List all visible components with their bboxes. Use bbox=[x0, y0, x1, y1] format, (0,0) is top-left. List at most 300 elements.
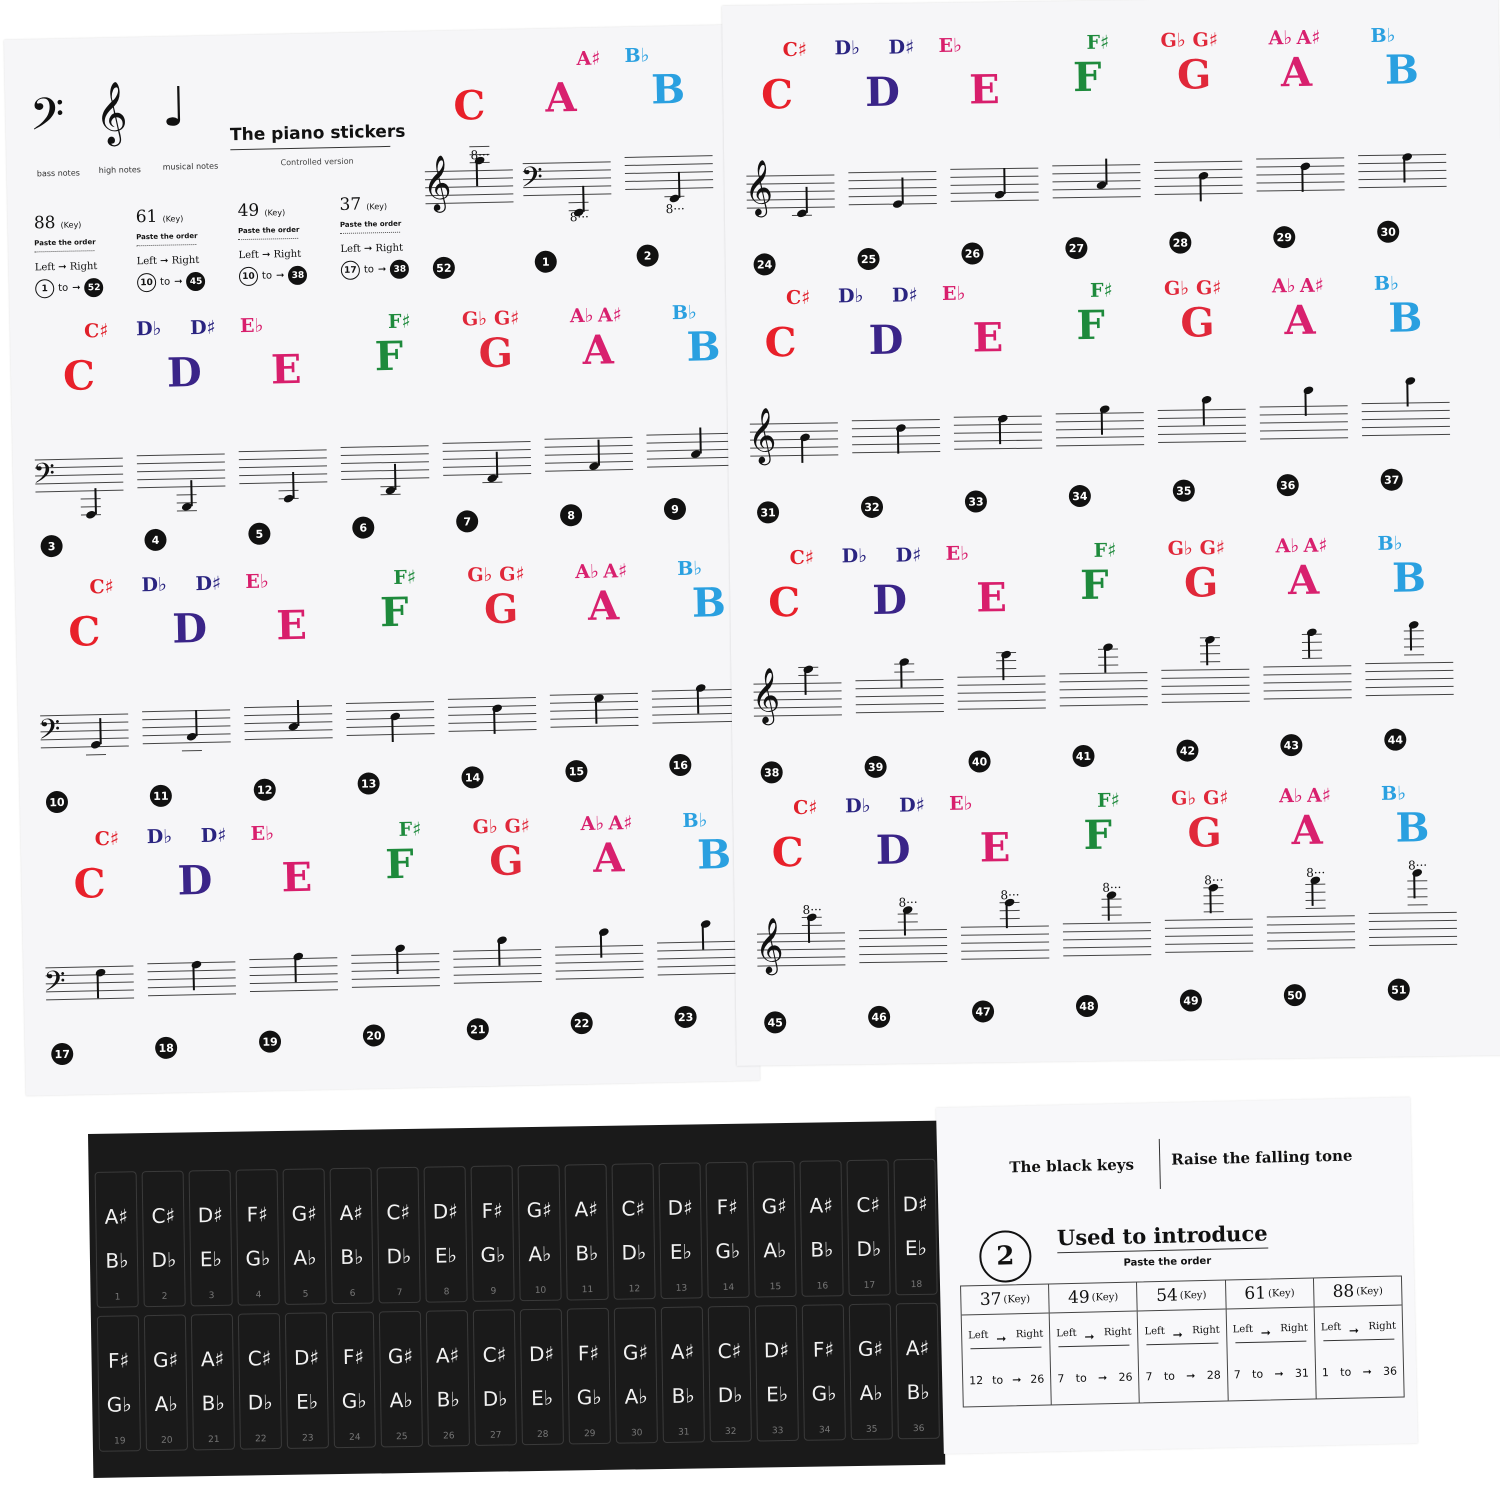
note-letter-b: B bbox=[686, 323, 721, 371]
start-key-badge: 1 bbox=[35, 279, 54, 298]
ledger-line bbox=[1000, 910, 1020, 911]
flat-label: A♭ bbox=[859, 1380, 883, 1405]
black-key-sticker bbox=[332, 1312, 376, 1449]
key-number-badge: 3 bbox=[40, 535, 62, 557]
black-key-sticker bbox=[800, 1160, 844, 1297]
staff-line bbox=[950, 176, 1038, 178]
music-staff bbox=[747, 407, 838, 464]
key-number-badge: 16 bbox=[669, 754, 691, 776]
accidental-label: D♯ bbox=[891, 284, 918, 307]
key-number-badge: 32 bbox=[861, 496, 883, 518]
sharp-label: A♯ bbox=[809, 1193, 834, 1218]
key-number-badge: 25 bbox=[857, 248, 879, 270]
staff-line bbox=[658, 965, 746, 968]
music-staff bbox=[957, 676, 1045, 711]
black-key-sticker bbox=[189, 1170, 233, 1307]
legend-panel bbox=[21, 65, 436, 338]
range-row bbox=[137, 272, 219, 293]
column-header bbox=[1137, 1280, 1225, 1311]
key-count bbox=[237, 199, 319, 221]
underline bbox=[1059, 1345, 1130, 1348]
staff-line bbox=[1060, 696, 1148, 698]
note-letter-b: B bbox=[691, 579, 727, 627]
ledger-line bbox=[1200, 661, 1220, 662]
flat-label: E♭ bbox=[904, 1235, 928, 1261]
music-staff bbox=[848, 171, 936, 206]
sticker-number: 4 bbox=[255, 1290, 262, 1301]
staff-line bbox=[1362, 434, 1450, 436]
staff-line bbox=[852, 451, 940, 453]
accidental-label: D♯ bbox=[899, 794, 926, 817]
key-range-column bbox=[1137, 1280, 1228, 1402]
black-key-sticker bbox=[893, 1159, 937, 1296]
ledger-line bbox=[1302, 658, 1322, 659]
end-key: 26 bbox=[1118, 1370, 1133, 1384]
ledger-line bbox=[81, 498, 101, 499]
note-letter-g: G bbox=[478, 329, 514, 378]
note-letter-g: G bbox=[1176, 51, 1212, 99]
black-key-sticker bbox=[330, 1168, 374, 1305]
accidental-label: B♭ bbox=[1373, 272, 1400, 295]
flat-label: D♭ bbox=[247, 1390, 273, 1415]
underline bbox=[1235, 1341, 1306, 1344]
accidental-label: G♭ bbox=[1167, 537, 1193, 560]
note-letter-e: E bbox=[979, 824, 1011, 872]
right-arrow-icon: ➞ bbox=[377, 264, 387, 276]
ledger-line bbox=[1204, 911, 1224, 912]
range-row bbox=[1322, 1365, 1397, 1380]
key-number-badge: 40 bbox=[968, 750, 990, 772]
note-letter-e: E bbox=[275, 601, 308, 650]
left-label: Left bbox=[968, 1329, 989, 1342]
octave-mark: 8··· bbox=[569, 209, 590, 225]
ledger-line bbox=[1404, 630, 1424, 631]
sharp-label: D♯ bbox=[902, 1191, 928, 1217]
key-count: 49 bbox=[1067, 1287, 1090, 1309]
ledger-line bbox=[86, 754, 106, 755]
note-letter-e: E bbox=[281, 853, 313, 902]
sticker-number: 12 bbox=[628, 1284, 641, 1295]
to-label: to bbox=[58, 282, 69, 294]
start-key-badge: 17 bbox=[341, 261, 360, 280]
staff-line bbox=[341, 445, 429, 448]
staff-line bbox=[1358, 170, 1446, 172]
sharp-label: A♯ bbox=[339, 1200, 364, 1226]
accidental-label: D♭ bbox=[141, 573, 168, 597]
octave-mark: 8··· bbox=[802, 902, 822, 917]
staff-line bbox=[1162, 693, 1250, 695]
note-stem bbox=[496, 452, 498, 478]
bass-clef-icon: 𝄢 bbox=[32, 457, 56, 498]
range-row bbox=[239, 265, 321, 286]
staff-line bbox=[137, 477, 225, 480]
black-key-sticker bbox=[424, 1166, 468, 1303]
end-key: 28 bbox=[1206, 1368, 1221, 1382]
music-staff bbox=[1063, 880, 1151, 957]
black-key-sticker bbox=[426, 1310, 470, 1447]
right-arrow-icon: ➞ bbox=[1348, 1323, 1360, 1338]
music-staff bbox=[1358, 154, 1446, 189]
staff-line bbox=[958, 700, 1046, 702]
black-key-sticker bbox=[614, 1307, 658, 1444]
left-label: Left bbox=[340, 243, 361, 255]
note-letter-g: G bbox=[1187, 809, 1223, 857]
key-count: 61 bbox=[1244, 1283, 1267, 1305]
bass-clef-icon: 𝄢 bbox=[43, 964, 67, 1006]
staff-line bbox=[137, 469, 225, 472]
ledger-line bbox=[1102, 915, 1122, 916]
key-count bbox=[136, 206, 218, 228]
music-staff bbox=[1161, 669, 1249, 704]
clef-caption: high notes bbox=[98, 165, 142, 176]
staff-line bbox=[1369, 944, 1457, 946]
paste-order-label: Paste the order bbox=[1123, 1255, 1212, 1269]
staff-line bbox=[341, 461, 429, 464]
staff-line bbox=[1063, 954, 1151, 956]
accidental-label: A♯ bbox=[1306, 784, 1332, 807]
key-number-badge: 47 bbox=[972, 1000, 994, 1022]
music-staff bbox=[1059, 672, 1147, 707]
staff-line bbox=[1267, 915, 1355, 917]
flat-label: B♭ bbox=[436, 1387, 460, 1412]
staff-line bbox=[551, 725, 639, 728]
key-count-number: 37 bbox=[339, 194, 362, 216]
staff-line bbox=[658, 973, 746, 976]
ledger-line bbox=[569, 202, 589, 203]
range-row bbox=[341, 259, 423, 280]
sticker-number: 6 bbox=[349, 1288, 356, 1299]
key-number-badge: 39 bbox=[864, 756, 886, 778]
range-row bbox=[1145, 1369, 1220, 1384]
start-key-badge: 10 bbox=[239, 267, 258, 286]
sticker-number: 25 bbox=[395, 1432, 408, 1443]
key-number-badge: 13 bbox=[357, 772, 379, 794]
end-key: 36 bbox=[1382, 1364, 1398, 1378]
to-label: to bbox=[261, 270, 273, 282]
note-letter-c: C bbox=[67, 608, 101, 656]
bass-clef-icon: 𝄢 bbox=[520, 160, 544, 202]
note-stem bbox=[394, 464, 396, 490]
sticker-number: 3 bbox=[208, 1291, 215, 1302]
key-unit: (Key) bbox=[1179, 1289, 1207, 1302]
music-staff bbox=[448, 697, 537, 733]
key-number-badge: 15 bbox=[565, 760, 587, 782]
accidental-label: E♭ bbox=[250, 822, 275, 846]
key-number-badge: 14 bbox=[461, 766, 483, 788]
accidental-label: G♯ bbox=[1202, 787, 1229, 810]
key-option-column bbox=[136, 206, 220, 328]
sharp-label: F♯ bbox=[716, 1194, 739, 1220]
staff-line bbox=[1154, 169, 1242, 171]
ledger-line bbox=[1306, 908, 1326, 909]
staff-line bbox=[1063, 930, 1151, 932]
flat-label: G♭ bbox=[576, 1384, 602, 1410]
to-label: to bbox=[363, 264, 375, 276]
ledger-line bbox=[1200, 653, 1220, 654]
sharp-label: G♯ bbox=[761, 1194, 787, 1219]
key-count-number: 88 bbox=[33, 212, 56, 234]
music-staff bbox=[950, 168, 1038, 203]
black-key-sticker bbox=[708, 1306, 752, 1443]
sticker-number: 14 bbox=[722, 1282, 735, 1294]
accidental-label: D♯ bbox=[189, 316, 216, 340]
staff-line bbox=[352, 977, 440, 980]
staff-line bbox=[1165, 943, 1253, 945]
music-staff bbox=[239, 449, 328, 485]
key-number-badge: 4 bbox=[144, 529, 166, 551]
accidental-label: G♭ bbox=[1160, 29, 1186, 52]
black-key-sticker bbox=[379, 1311, 423, 1448]
flat-label: A♭ bbox=[624, 1384, 648, 1409]
accidental-label: F♯ bbox=[387, 310, 411, 334]
key-number-badge: 31 bbox=[757, 501, 779, 523]
accidental-label: G♭ bbox=[1163, 277, 1190, 300]
range-row bbox=[35, 278, 117, 299]
sticker-number: 8 bbox=[443, 1287, 450, 1298]
staff-line bbox=[142, 725, 230, 728]
sticker-number: 33 bbox=[771, 1426, 784, 1437]
sharp-label: G♯ bbox=[857, 1336, 884, 1361]
sharp-label: C♯ bbox=[482, 1342, 507, 1367]
sticker-number: 31 bbox=[677, 1427, 690, 1438]
staff-line bbox=[1260, 421, 1348, 423]
staff-line bbox=[443, 465, 531, 468]
staff-line bbox=[239, 473, 327, 476]
ledger-line bbox=[894, 671, 914, 672]
flat-label: D♭ bbox=[856, 1236, 882, 1261]
accidental-label: A♭ bbox=[575, 560, 600, 584]
music-staff bbox=[249, 957, 338, 993]
note-letter-d: D bbox=[871, 576, 908, 624]
music-staff bbox=[1263, 665, 1351, 700]
accidental-label: G♯ bbox=[1199, 537, 1226, 560]
music-staff bbox=[855, 679, 943, 714]
staff-line bbox=[1267, 923, 1355, 925]
note-letter-a: A bbox=[1280, 48, 1313, 97]
black-key-sticker bbox=[755, 1305, 799, 1442]
sharp-label: D♯ bbox=[667, 1195, 693, 1220]
sheet-subtitle: Controlled version bbox=[280, 156, 354, 168]
music-staff bbox=[744, 159, 834, 216]
note-letter-f: F bbox=[374, 332, 404, 381]
key-number-badge: 1 bbox=[535, 250, 557, 272]
key-number-badge: 12 bbox=[254, 778, 276, 800]
staff-line bbox=[859, 929, 947, 931]
staff-line bbox=[245, 737, 333, 740]
key-number-badge: 29 bbox=[1273, 226, 1295, 248]
accidental-label: B♭ bbox=[676, 557, 703, 581]
flat-label: E♭ bbox=[434, 1243, 458, 1268]
flat-label: D♭ bbox=[386, 1243, 412, 1269]
octave-mark: 8··· bbox=[470, 147, 490, 163]
right-arrow-icon: ➞ bbox=[1186, 1369, 1196, 1383]
end-key: 26 bbox=[1030, 1372, 1045, 1386]
music-staff bbox=[1362, 402, 1450, 437]
staff-line bbox=[646, 433, 734, 436]
accidental-label: B♭ bbox=[682, 809, 708, 832]
right-label: Right bbox=[1368, 1320, 1397, 1333]
accidental-label: A♭ bbox=[1275, 534, 1300, 558]
staff-line bbox=[852, 419, 940, 421]
staff-line bbox=[1052, 180, 1140, 182]
staff-line bbox=[647, 457, 735, 460]
accidental-label: E♭ bbox=[239, 314, 264, 338]
staff-line bbox=[1369, 936, 1457, 938]
staff-line bbox=[137, 461, 225, 464]
black-key-sticker bbox=[95, 1171, 139, 1308]
left-label: Left bbox=[238, 249, 259, 262]
staff-line bbox=[1161, 677, 1249, 679]
flat-label: B♭ bbox=[105, 1248, 129, 1273]
direction-row bbox=[35, 261, 117, 274]
sheet-title: The piano stickers bbox=[229, 121, 406, 146]
note-letter-c: C bbox=[771, 828, 804, 877]
note-stem bbox=[1105, 159, 1107, 185]
sharp-label: A♯ bbox=[200, 1346, 225, 1372]
sticker-number: 35 bbox=[865, 1424, 878, 1435]
accidental-label: E♭ bbox=[949, 792, 973, 815]
black-key-sticker bbox=[849, 1303, 893, 1440]
staff-line bbox=[1053, 196, 1141, 198]
start-key: 12 bbox=[969, 1374, 984, 1388]
note-letter-a: A bbox=[587, 582, 620, 630]
clef-caption: musical notes bbox=[162, 161, 219, 172]
octave-mark: 8··· bbox=[1102, 880, 1122, 895]
staff-line bbox=[1161, 669, 1249, 671]
key-range-column bbox=[1049, 1282, 1140, 1404]
black-key-sticker bbox=[142, 1171, 186, 1308]
note-stem bbox=[901, 177, 903, 203]
accidental-label: D♯ bbox=[888, 36, 915, 59]
accidental-label: D♭ bbox=[834, 37, 861, 60]
note-letter-a: A bbox=[1284, 296, 1316, 345]
staff-line bbox=[859, 945, 947, 947]
note-letter-f: F bbox=[1072, 53, 1102, 102]
right-arrow-icon: ➞ bbox=[1097, 1371, 1108, 1385]
staff-line bbox=[1264, 697, 1352, 699]
right-arrow-icon: ➞ bbox=[1362, 1365, 1372, 1379]
flat-label: A♭ bbox=[528, 1241, 552, 1267]
staff-line bbox=[1165, 927, 1253, 929]
bass-clef-icon: 𝄢 bbox=[29, 87, 66, 152]
to-label: to bbox=[159, 276, 171, 288]
music-staff bbox=[43, 964, 134, 1006]
flat-label: A♭ bbox=[763, 1238, 787, 1263]
staff-line bbox=[856, 703, 944, 705]
note-letter-d: D bbox=[864, 68, 901, 117]
black-key-sticker bbox=[97, 1315, 141, 1452]
to-label: to bbox=[1075, 1371, 1087, 1385]
ledger-line bbox=[1408, 896, 1428, 897]
accidental-label: A♯ bbox=[608, 812, 633, 835]
accidental-label: D♯ bbox=[195, 572, 222, 596]
key-number-badge: 33 bbox=[965, 490, 987, 512]
ledger-line bbox=[1404, 654, 1424, 655]
flat-label: B♭ bbox=[201, 1390, 226, 1416]
flat-label: G♭ bbox=[245, 1246, 271, 1271]
note-letter-f: F bbox=[379, 588, 409, 637]
right-arrow-icon: ➞ bbox=[1274, 1367, 1284, 1381]
key-number-badge: 46 bbox=[868, 1006, 890, 1028]
staff-line bbox=[625, 155, 713, 158]
range-row bbox=[969, 1373, 1044, 1388]
right-label: Right bbox=[1103, 1326, 1132, 1339]
staff-line bbox=[239, 481, 327, 484]
flat-label: B♭ bbox=[575, 1240, 599, 1266]
note-stem bbox=[1003, 168, 1005, 194]
right-label: Right bbox=[273, 248, 302, 261]
right-arrow-icon: ➞ bbox=[360, 243, 376, 255]
staff-line bbox=[1365, 662, 1453, 664]
key-number-badge: 19 bbox=[259, 1030, 281, 1052]
staff-line bbox=[142, 709, 230, 712]
paste-order-label: Paste the order bbox=[237, 225, 300, 236]
staff-line bbox=[961, 958, 1049, 960]
music-staff bbox=[555, 945, 644, 981]
key-number-badge: 2 bbox=[636, 244, 658, 266]
key-count-number: 61 bbox=[135, 206, 158, 228]
key-number-badge: 26 bbox=[961, 242, 983, 264]
sharp-label: F♯ bbox=[342, 1344, 365, 1370]
accidental-label: C♯ bbox=[789, 546, 815, 570]
flat-label: D♭ bbox=[482, 1386, 508, 1411]
accidental-label: E♭ bbox=[938, 34, 963, 57]
sharp-label: D♯ bbox=[432, 1199, 458, 1224]
staff-line bbox=[951, 184, 1039, 186]
staff-line bbox=[647, 441, 735, 444]
staff-line bbox=[958, 708, 1046, 710]
music-staff bbox=[142, 709, 231, 745]
flat-label: D♭ bbox=[151, 1247, 177, 1273]
note-letter-b: B bbox=[1391, 554, 1427, 602]
staff-line bbox=[1165, 951, 1253, 953]
key-unit: (Key) bbox=[366, 202, 388, 212]
flat-label: B♭ bbox=[340, 1244, 364, 1270]
direction-row bbox=[238, 248, 320, 261]
key-number-badge: 52 bbox=[433, 257, 455, 279]
music-staff bbox=[351, 953, 440, 989]
note-letter-f: F bbox=[1083, 811, 1113, 860]
black-key-sticker bbox=[753, 1161, 797, 1298]
staff-line bbox=[1063, 922, 1151, 924]
accidental-label: B♭ bbox=[624, 44, 650, 68]
octave-mark: 8··· bbox=[665, 201, 685, 217]
note-stem bbox=[678, 172, 680, 198]
ledger-line bbox=[1200, 645, 1220, 646]
staff-line bbox=[954, 448, 1042, 450]
staff-line bbox=[1263, 673, 1351, 675]
accidental-label: F♯ bbox=[1086, 31, 1110, 54]
key-unit: (Key) bbox=[60, 220, 82, 230]
accidental-label: D♯ bbox=[200, 824, 227, 848]
ledger-line bbox=[798, 675, 818, 676]
column-header bbox=[1226, 1278, 1314, 1309]
note-stem bbox=[195, 710, 197, 736]
staff-line bbox=[954, 424, 1042, 426]
staff-line bbox=[1366, 686, 1454, 688]
right-label: Right bbox=[1015, 1328, 1044, 1341]
sticker-number: 18 bbox=[910, 1279, 923, 1291]
flat-label: E♭ bbox=[669, 1239, 693, 1264]
right-arrow-icon: ➞ bbox=[54, 261, 70, 273]
note-letter-e: E bbox=[968, 66, 1001, 114]
staff-line bbox=[1052, 172, 1140, 174]
accidental-label: C♯ bbox=[782, 38, 808, 62]
left-label: Left bbox=[1056, 1327, 1077, 1340]
note-letter-c: C bbox=[768, 578, 801, 627]
accidental-label: G♯ bbox=[493, 307, 520, 330]
right-label: Right bbox=[1192, 1324, 1220, 1337]
